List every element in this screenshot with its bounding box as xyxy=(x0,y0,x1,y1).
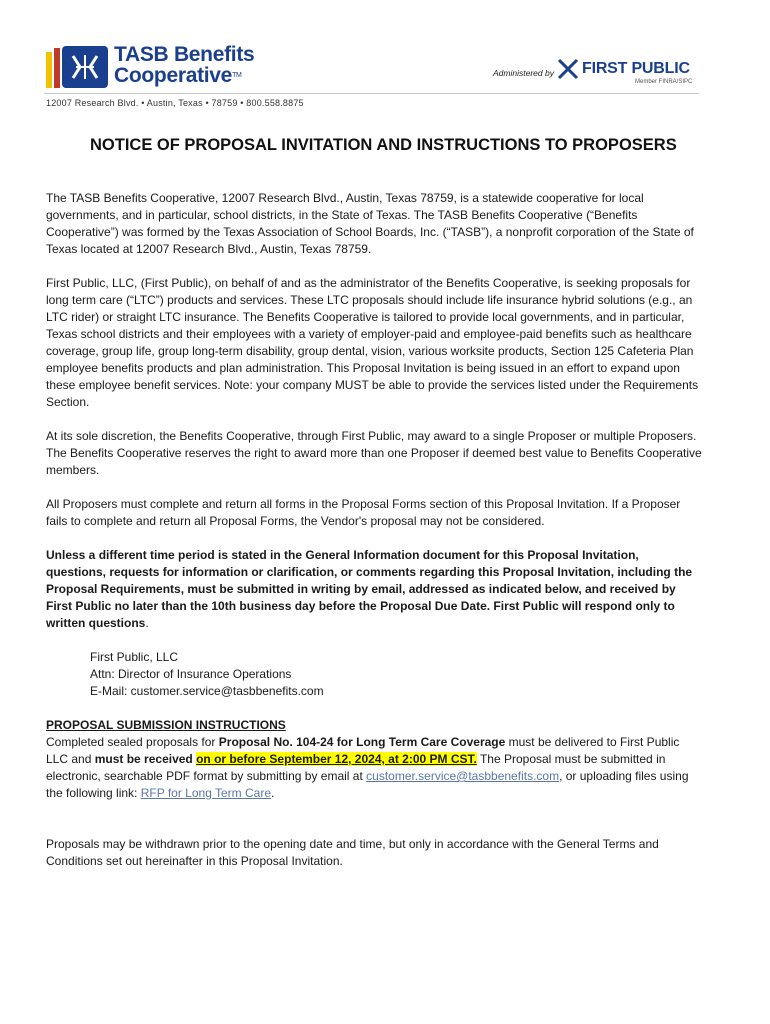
submission-text-2: must be delivered to First Public LLC and xyxy=(46,735,680,766)
deadline-highlight: on or before September 12, 2024, at 2:00 PM CST. xyxy=(196,752,477,766)
header-divider xyxy=(44,93,699,94)
administered-by-label: Administered by xyxy=(493,68,554,78)
rfp-link[interactable]: RFP for Long Term Care xyxy=(140,786,271,800)
contact-name: First Public, LLC xyxy=(90,650,179,664)
submission-text-4: The Proposal must be submitted in electronic, searchable PDF format by submitting by email at xyxy=(46,752,666,783)
paragraph-intro: The TASB Benefits Cooperative, 12007 Research Blvd., Austin, Texas 78759, is a statewide cooperative for local governments, and in particular, school districts, in the State of Texas. The TASB Benefits Cooperative (“Benefits Cooperative”) was formed by the Texas Association of School Boards, Inc. (“TASB”), a nonprofit corporation of the State of Texas located at 12007 Research Blvd., Austin, Texas 78759. xyxy=(46,191,694,256)
document-body xyxy=(46,190,702,887)
first-public-member-note: Member FINRA/SIPC xyxy=(635,79,693,85)
brand-line-1: TASB Benefits xyxy=(114,43,255,66)
first-public-logo-icon xyxy=(556,57,580,81)
tasb-logo-icon xyxy=(46,46,108,88)
brand-line-2: Cooperative xyxy=(114,64,233,87)
proposal-number: Proposal No. 104-24 for Long Term Care Coverage xyxy=(218,735,506,749)
paragraph-first-public: First Public, LLC, (First Public), on behalf of and as the administrator of the Benefits Cooperative, is seeking proposals for long term care (“LTC”) products and services. These LTC proposals should include life insurance hybrid solutions (e.g., an LTC rider) or straight LTC insurance. The Benefits Cooperative is tailored to provide local governments, and in particular, Texas school districts and their employees with a variety of employer-paid and employee-paid benefits such as healthcare coverage, group life, group long-term disability, group dental, vision, various worksite products, Section 125 Cafeteria Plan employee benefits products and plan administration. This Proposal Invitation is being issued in an effort to expand upon these employee benefit services. Note: your company MUST be able to provide the services listed under the Requirements Section. xyxy=(46,276,699,409)
letterhead-address: 12007 Research Blvd. • Austin, Texas • 78759 • 800.558.8875 xyxy=(46,98,304,108)
first-public-name: FIRST PUBLIC xyxy=(582,60,690,77)
paragraph-withdrawal: Proposals may be withdrawn prior to the opening date and time, but only in accordance with the General Terms and Conditions set out hereinafter in this Proposal Invitation. xyxy=(46,837,659,868)
paragraph-forms: All Proposers must complete and return all forms in the Proposal Forms section of this Proposal Invitation. If a Proposer fails to complete and return all Proposal Forms, the Vendor's proposal may not be considered. xyxy=(46,497,681,528)
contact-email: E-Mail: customer.service@tasbbenefits.com xyxy=(90,684,324,698)
paragraph-award: At its sole discretion, the Benefits Cooperative, through First Public, may award to a single Proposer or multiple Proposers. The Benefits Cooperative reserves the right to award more than one Proposer if deemed best value to Benefits Cooperative members. xyxy=(46,429,702,477)
submission-text-1: Completed sealed proposals for xyxy=(46,735,219,749)
questions-text: Unless a different time period is stated in the General Information document for this Proposal Invitation, questions, requests for information or clarification, or comments regarding this Proposal Invitation, including the Proposal Requirements, must be submitted in writing by email, addressed as indicated below, and received by First Public no later than the 10th business day before the Proposal Due Date. First Public will respond only to written questions xyxy=(46,548,693,630)
submission-paragraph xyxy=(46,734,702,802)
letterhead xyxy=(0,0,770,112)
spacer xyxy=(46,819,702,836)
submission-heading: PROPOSAL SUBMISSION INSTRUCTIONS xyxy=(46,718,286,732)
questions-period: . xyxy=(145,616,149,630)
submission-text-5: , or uploading files using the following link: xyxy=(46,769,689,800)
paragraph-questions xyxy=(46,547,702,632)
submission-text-6: . xyxy=(271,786,275,800)
contact-attn: Attn: Director of Insurance Operations xyxy=(90,667,292,681)
contact-block xyxy=(90,649,702,700)
trademark: TM xyxy=(232,72,242,79)
must-be-received: must be received xyxy=(94,752,193,766)
brand-name xyxy=(114,44,254,86)
email-link[interactable]: customer.service@tasbbenefits.com xyxy=(366,769,560,783)
page-title: NOTICE OF PROPOSAL INVITATION AND INSTRUCTIONS TO PROPOSERS xyxy=(90,136,677,154)
